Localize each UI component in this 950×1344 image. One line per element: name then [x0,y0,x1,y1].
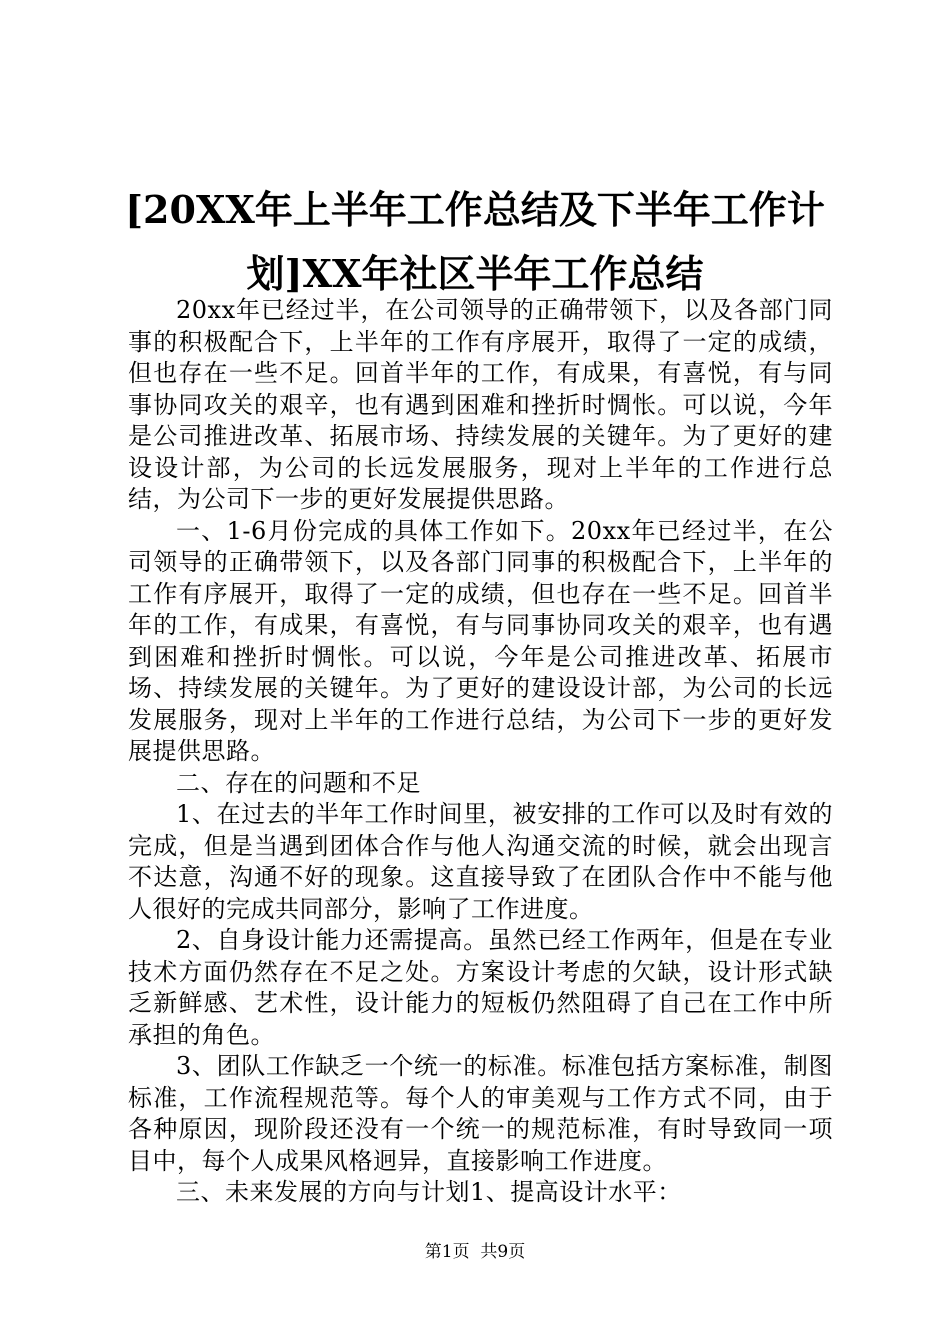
title-line-1: [20XX年上半年工作总结及下半年工作计 [125,187,825,232]
paragraph-issue-2: 2、自身设计能力还需提高。虽然已经工作两年，但是在专业技术方面仍然存在不足之处。方案设计考虑的欠缺，设计形式缺乏新鲜感、艺术性，设计能力的短板仍然阻碍了自己在工作中所承担的角色。 [128,926,833,1049]
page-total: 共9页 [480,1242,526,1262]
page-footer [0,1240,950,1264]
paragraph-issue-3: 3、团队工作缺乏一个统一的标准。标准包括方案标准，制图标准，工作流程规范等。每个人的审美观与工作方式不同，由于各种原因，现阶段还没有一个统一的规范标准，有时导致同一项目中，每个人成果风格迥异，直接影响工作进度。 [128,1052,833,1175]
paragraph-section-1: 一、1-6月份完成的具体工作如下。20xx年已经过半，在公司领导的正确带领下，以及各部门同事的积极配合下，上半年的工作有序展开，取得了一定的成绩，但也存在一些不足。回首半年的工作，有成果，有喜悦，有与同事协同攻关的艰辛，也有遇到困难和挫折时惆怅。可以说，今年是公司推进改革、拓展市场、持续发展的关键年。为了更好的建设设计部，为公司的长远发展服务，现对上半年的工作进行总结，为公司下一步的更好发展提供思路。 [128,516,833,765]
paragraph-issue-1: 1、在过去的半年工作时间里，被安排的工作可以及时有效的完成，但是当遇到团体合作与他人沟通交流的时候，就会出现言不达意，沟通不好的现象。这直接导致了在团队合作中不能与他人很好的完成共同部分，影响了工作进度。 [128,800,833,923]
document-title [60,178,890,306]
paragraph-intro: 20xx年已经过半，在公司领导的正确带领下，以及各部门同事的积极配合下，上半年的工作有序展开，取得了一定的成绩，但也存在一些不足。回首半年的工作，有成果，有喜悦，有与同事协同攻关的艰辛，也有遇到困难和挫折时惆怅。可以说，今年是公司推进改革、拓展市场、持续发展的关键年。为了更好的建设设计部，为公司的长远发展服务，现对上半年的工作进行总结，为公司下一步的更好发展提供思路。 [128,296,833,513]
heading-section-2: 二、存在的问题和不足 [176,768,421,797]
title-line-2: 划]XX年社区半年工作总结 [246,251,704,296]
heading-section-3: 三、未来发展的方向与计划1、提高设计水平： [176,1178,682,1206]
document-body [128,295,833,1209]
page-number: 第1页 [424,1242,470,1262]
